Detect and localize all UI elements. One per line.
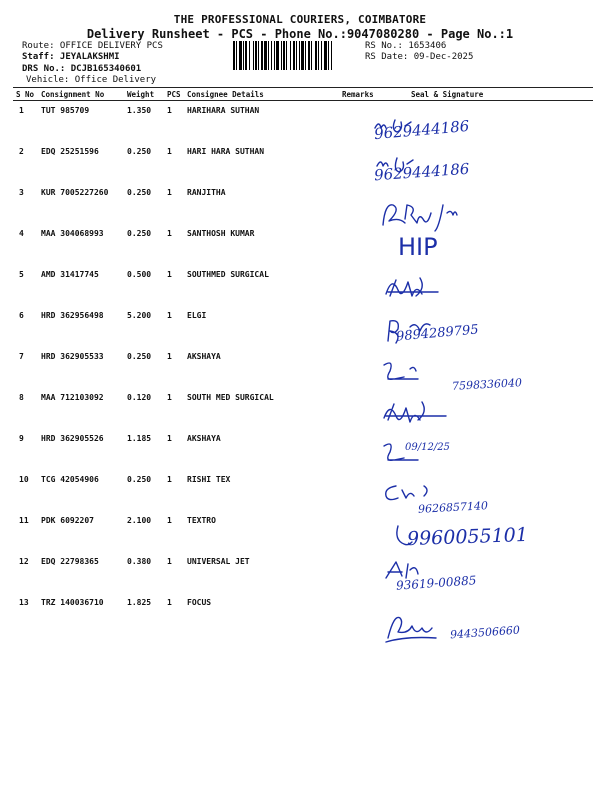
row-consignee: RANJITHA <box>187 188 226 197</box>
row-weight: 0.250 <box>127 352 152 361</box>
row-consignment: HRD 362905533 <box>41 352 104 361</box>
row-pcs: 1 <box>167 393 172 402</box>
col-pcs: PCS <box>164 88 184 101</box>
row-consignment: HRD 362905526 <box>41 434 104 443</box>
row-sno: 6 <box>19 311 24 320</box>
signature-9-text: 09/12/25 <box>405 442 450 453</box>
col-consignee: Consignee Details <box>184 88 339 101</box>
row-pcs: 1 <box>167 270 172 279</box>
rs-number: RS No.: 1653406 <box>365 41 447 51</box>
row-consignment: MAA 712103092 <box>41 393 104 402</box>
row-remarks <box>339 511 389 552</box>
table-row <box>13 224 593 265</box>
signature-5 <box>380 272 460 304</box>
row-sno: 12 <box>19 557 29 566</box>
vehicle-label: Vehicle: Office Delivery <box>26 75 157 85</box>
signature-3 <box>375 195 505 233</box>
signature-7 <box>378 355 458 385</box>
row-pcs: 1 <box>167 229 172 238</box>
row-sno: 1 <box>19 106 24 115</box>
signature-7-text: 7598336040 <box>451 376 523 393</box>
col-signature: Seal & Signature <box>389 88 593 101</box>
row-sno: 5 <box>19 270 24 279</box>
col-weight: Weight <box>124 88 164 101</box>
row-weight: 0.250 <box>127 147 152 156</box>
col-remarks: Remarks <box>339 88 389 101</box>
rs-date: RS Date: 09-Dec-2025 <box>365 52 474 62</box>
row-consignee: RISHI TEX <box>187 475 231 484</box>
row-consignee: AKSHAYA <box>187 352 221 361</box>
row-weight: 1.825 <box>127 598 152 607</box>
row-weight: 0.250 <box>127 188 152 197</box>
row-consignee: HARIHARA SUTHAN <box>187 106 260 115</box>
row-consignment: TUT 985709 <box>41 106 90 115</box>
row-pcs: 1 <box>167 188 172 197</box>
barcode <box>233 41 361 70</box>
row-consignment: EDQ 22798365 <box>41 557 99 566</box>
signature-12-text: 93619-00885 <box>395 573 477 593</box>
runsheet-subtitle: Delivery Runsheet - PCS - Phone No.:9047080280 - Page No.:1 <box>86 27 514 41</box>
row-consignee: FOCUS <box>187 598 212 607</box>
row-consignee: SANTHOSH KUMAR <box>187 229 255 238</box>
signature-10-text: 9626857140 <box>417 499 489 516</box>
signature-6-text: 9894289795 <box>395 322 480 345</box>
row-consignee: TEXTRO <box>187 516 216 525</box>
row-pcs: 1 <box>167 598 172 607</box>
table-row <box>13 265 593 306</box>
col-consignment: Consignment No <box>38 88 124 101</box>
company-title: THE PROFESSIONAL COURIERS, COIMBATORE <box>173 13 427 26</box>
row-consignee: SOUTH MED SURGICAL <box>187 393 274 402</box>
row-pcs: 1 <box>167 311 172 320</box>
signature-13 <box>382 612 452 646</box>
row-weight: 0.250 <box>127 229 152 238</box>
signature-1-text: 9629444186 <box>373 116 471 144</box>
row-consignee: UNIVERSAL JET <box>187 557 250 566</box>
row-pcs: 1 <box>167 352 172 361</box>
drs-number: DRS No.: DCJB165340601 <box>22 64 142 74</box>
row-weight: 0.120 <box>127 393 152 402</box>
row-consignment: TRZ 140036710 <box>41 598 104 607</box>
row-consignment: HRD 362956498 <box>41 311 104 320</box>
row-weight: 5.200 <box>127 311 152 320</box>
row-consignment: PDK 6092207 <box>41 516 94 525</box>
staff-label: Staff: JEYALAKSHMI <box>22 52 120 62</box>
row-consignment: KUR 7005227260 <box>41 188 109 197</box>
row-sno: 3 <box>19 188 24 197</box>
row-weight: 1.185 <box>127 434 152 443</box>
row-sno: 10 <box>19 475 29 484</box>
row-consignment: EDQ 25251596 <box>41 147 99 156</box>
table-row <box>13 470 593 511</box>
row-consignee: AKSHAYA <box>187 434 221 443</box>
signature-11-text: 9960055101 <box>406 523 529 551</box>
row-weight: 1.350 <box>127 106 152 115</box>
row-weight: 0.380 <box>127 557 152 566</box>
row-consignee: ELGI <box>187 311 207 320</box>
table-header-row <box>13 88 593 101</box>
table-row <box>13 552 593 593</box>
signature-4-text: HIP <box>398 233 438 261</box>
row-sno: 2 <box>19 147 24 156</box>
row-sno: 4 <box>19 229 24 238</box>
row-sno: 13 <box>19 598 29 607</box>
row-sno: 8 <box>19 393 24 402</box>
row-consignment: AMD 31417745 <box>41 270 99 279</box>
table-row <box>13 429 593 470</box>
row-consignment: MAA 304068993 <box>41 229 104 238</box>
row-pcs: 1 <box>167 147 172 156</box>
row-weight: 0.250 <box>127 475 152 484</box>
signature-2-text: 9629444186 <box>373 159 470 185</box>
row-pcs: 1 <box>167 557 172 566</box>
row-pcs: 1 <box>167 475 172 484</box>
row-pcs: 1 <box>167 516 172 525</box>
signature-8 <box>378 398 468 428</box>
row-sno: 11 <box>19 516 29 525</box>
row-pcs: 1 <box>167 106 172 115</box>
table-row <box>13 388 593 429</box>
row-consignee: SOUTHMED SURGICAL <box>187 270 269 279</box>
row-pcs: 1 <box>167 434 172 443</box>
row-sno: 9 <box>19 434 24 443</box>
route-label: Route: OFFICE DELIVERY PCS <box>22 41 163 51</box>
row-weight: 0.500 <box>127 270 152 279</box>
row-sno: 7 <box>19 352 24 361</box>
row-consignee: HARI HARA SUTHAN <box>187 147 265 156</box>
row-consignment: TCG 42054906 <box>41 475 99 484</box>
row-weight: 2.100 <box>127 516 152 525</box>
col-sno: S No <box>13 88 38 101</box>
table-row <box>13 306 593 347</box>
signature-13-text: 9443506660 <box>449 623 521 642</box>
